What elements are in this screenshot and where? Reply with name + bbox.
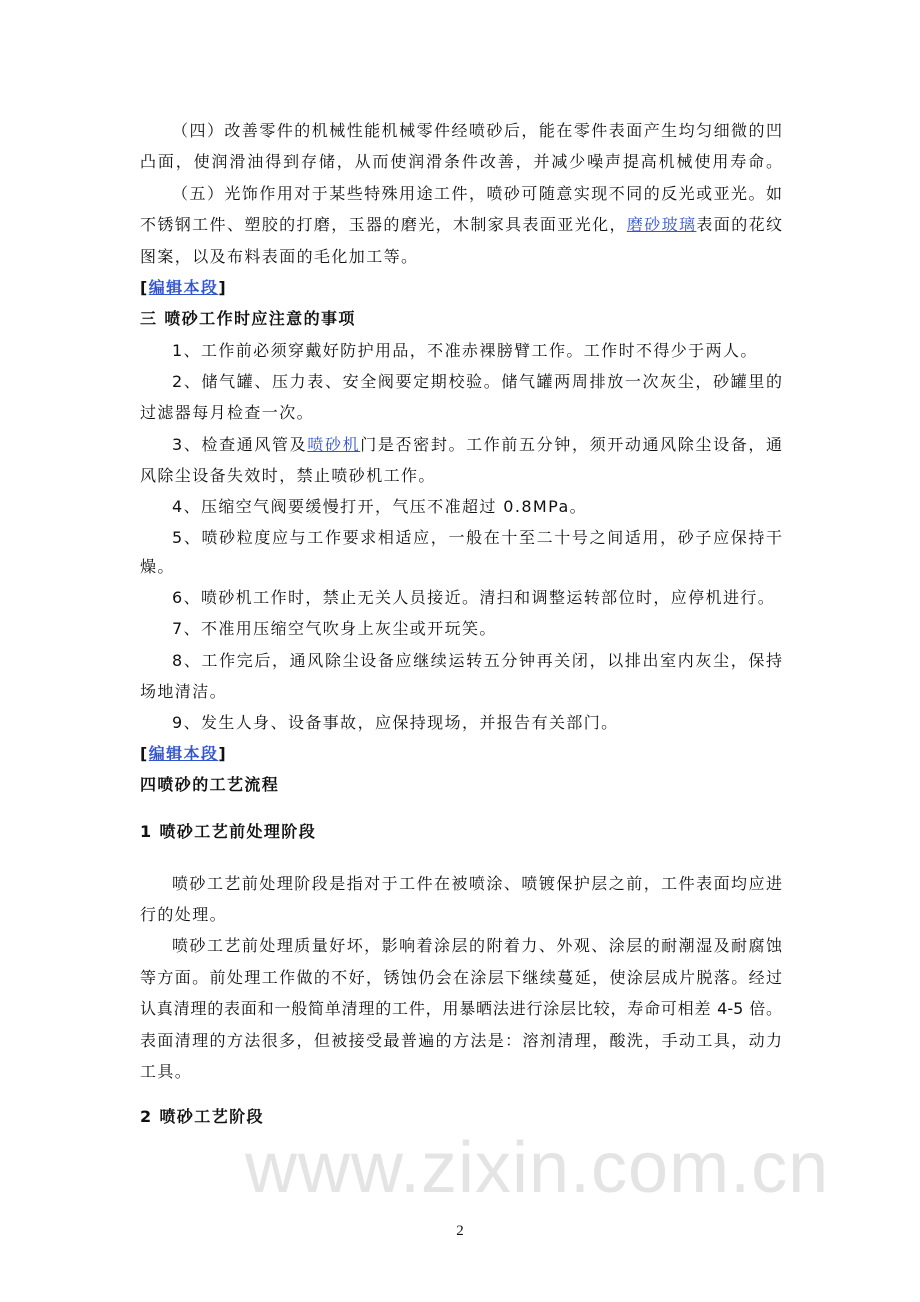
- text-line: [140, 152, 782, 172]
- text-line: [172, 497, 782, 517]
- text-segment: 1 喷砂工艺前处理阶段: [140, 822, 317, 841]
- text-segment: [: [140, 744, 149, 763]
- text-segment: 6、喷砂机工作时，禁止无关人员接近。清扫和调整运转部位时，应停机进行。: [172, 588, 776, 607]
- text-segment: 不锈钢工件、塑胶的打磨，玉器的磨光，木制家具表面亚光化，: [140, 215, 627, 234]
- text-line: [140, 999, 782, 1019]
- hyperlink[interactable]: 编辑本段: [148, 744, 219, 763]
- text-line: [172, 619, 782, 639]
- text-segment: 行的处理。: [140, 905, 228, 924]
- text-segment: （五）光饰作用对于某些特殊用途工件，喷砂可随意实现不同的反光或亚光。如: [172, 184, 782, 203]
- page-number: 2: [456, 1223, 464, 1239]
- text-segment: 场地清洁。: [140, 682, 228, 701]
- heading-line: [140, 744, 782, 764]
- hyperlink[interactable]: 磨砂玻璃: [626, 215, 697, 234]
- text-line: [140, 403, 782, 423]
- text-segment: 表面的花纹: [696, 215, 782, 234]
- text-segment: 3、检查通风管及: [172, 435, 308, 454]
- heading-line: [140, 822, 782, 842]
- text-segment: （四）改善零件的机械性能机械零件经喷砂后，能在零件表面产生均匀细微的凹: [172, 121, 782, 140]
- text-segment: 图案，以及布料表面的毛化加工等。: [140, 247, 419, 266]
- text-segment: 7、不准用压缩空气吹身上灰尘或开玩笑。: [172, 619, 497, 638]
- text-line: [140, 682, 782, 702]
- text-segment: 等方面。前处理工作做的不好，锈蚀仍会在涂层下继续蔓延，使涂层成片脱落。经过: [140, 968, 782, 987]
- text-line: [140, 968, 782, 988]
- text-line: [172, 372, 782, 392]
- text-line: [172, 121, 782, 141]
- text-segment: 认真清理的表面和一般简单清理的工件，用暴晒法进行涂层比较，寿命可相差 4-5 倍。: [140, 999, 782, 1018]
- text-segment: 喷砂工艺前处理质量好坏，影响着涂层的附着力、外观、涂层的耐潮湿及耐腐蚀: [172, 936, 782, 955]
- heading-line: [140, 775, 782, 795]
- text-line: [172, 936, 782, 956]
- text-segment: 2 喷砂工艺阶段: [140, 1107, 264, 1126]
- text-line: [172, 713, 782, 733]
- text-line: [172, 588, 782, 608]
- text-segment: 工具。: [140, 1062, 193, 1081]
- text-segment: 2、储气罐、压力表、安全阀要定期校验。储气罐两周排放一次灰尘，砂罐里的: [172, 372, 782, 391]
- text-segment: 表面清理的方法很多，但被接受最普遍的方法是：溶剂清理，酸洗，手动工具，动力: [140, 1031, 782, 1050]
- text-line: [172, 341, 782, 361]
- text-segment: 风除尘设备失效时，禁止喷砂机工作。: [140, 466, 436, 485]
- text-segment: 5、喷砂粒度应与工作要求相适应，一般在十至二十号之间适用，砂子应保持干: [172, 528, 782, 547]
- text-line: [172, 874, 782, 894]
- text-line: [140, 466, 782, 486]
- text-line: [140, 1031, 782, 1051]
- hyperlink[interactable]: 喷砂机: [307, 435, 361, 454]
- text-segment: 门是否密封。工作前五分钟，须开动通风除尘设备，通: [360, 435, 782, 454]
- text-line: [140, 247, 782, 267]
- watermark: www.zixin.com.cn: [245, 1128, 830, 1208]
- text-segment: 四喷砂的工艺流程: [140, 775, 280, 794]
- heading-line: [140, 309, 782, 329]
- text-segment: 1、工作前必须穿戴好防护用品，不准赤裸膀臂工作。工作时不得少于两人。: [172, 341, 758, 360]
- text-line: [172, 435, 782, 455]
- heading-line: [140, 278, 782, 298]
- text-segment: 8、工作完后，通风除尘设备应继续运转五分钟再关闭，以排出室内灰尘，保持: [172, 651, 782, 670]
- text-segment: [: [140, 278, 149, 297]
- text-line: [140, 215, 782, 235]
- text-segment: 9、发生人身、设备事故，应保持现场，并报告有关部门。: [172, 713, 619, 732]
- text-segment: 4、压缩空气阀要缓慢打开，气压不准超过 0.8MPa。: [172, 497, 588, 516]
- heading-line: [140, 1107, 782, 1127]
- text-line: [140, 557, 782, 577]
- text-segment: ]: [218, 744, 228, 763]
- text-segment: ]: [218, 278, 228, 297]
- text-segment: 三 喷砂工作时应注意的事项: [140, 309, 356, 328]
- text-segment: 过滤器每月检查一次。: [140, 403, 315, 422]
- text-line: [140, 1062, 782, 1082]
- hyperlink[interactable]: 编辑本段: [148, 278, 219, 297]
- text-line: [172, 651, 782, 671]
- text-segment: 喷砂工艺前处理阶段是指对于工件在被喷涂、喷镀保护层之前，工件表面均应进: [172, 874, 782, 893]
- text-line: [172, 528, 782, 548]
- text-line: [140, 905, 782, 925]
- text-segment: 燥。: [140, 557, 175, 576]
- text-segment: 凸面，使润滑油得到存储，从而使润滑条件改善，并减少噪声提高机械使用寿命。: [140, 152, 782, 171]
- text-line: [172, 184, 782, 204]
